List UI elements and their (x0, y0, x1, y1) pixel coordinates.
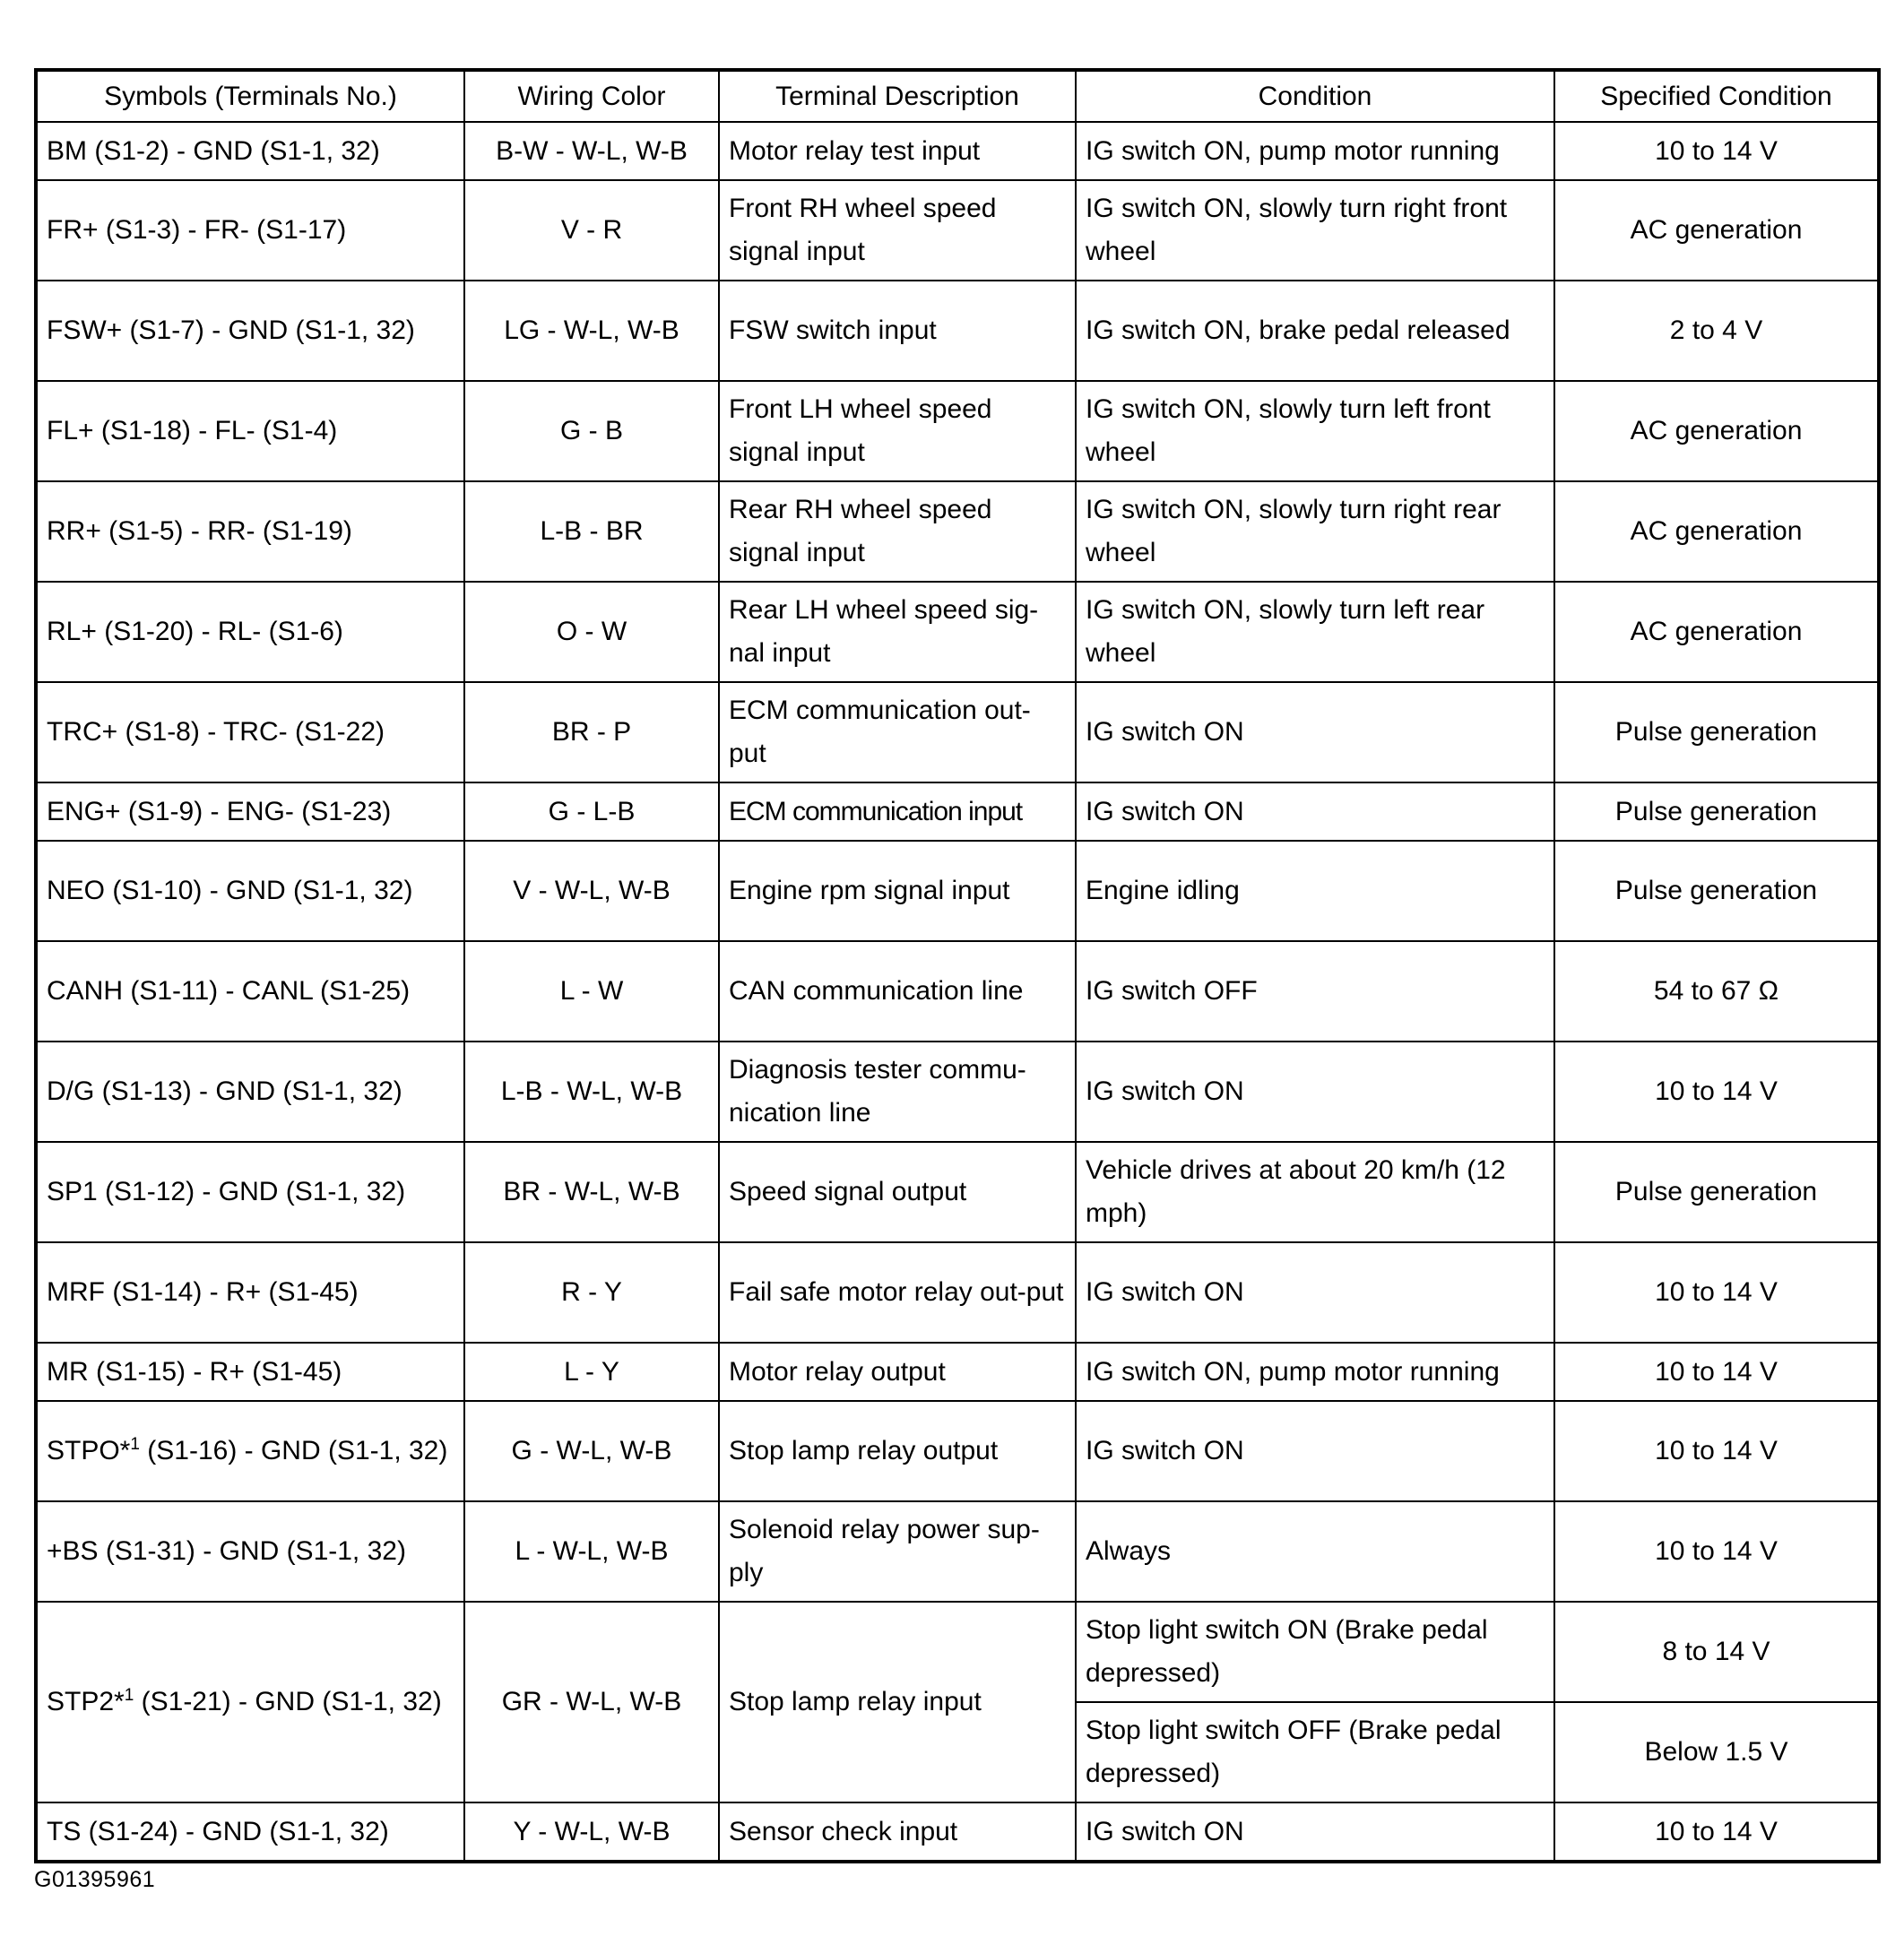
symbol-cell: MRF (S1-14) - R+ (S1-45) (36, 1242, 464, 1343)
wiring-cell: Y - W-L, W-B (464, 1802, 719, 1862)
specified-cell: 10 to 14 V (1554, 1042, 1879, 1142)
condition-cell: IG switch ON, slowly turn right front wheel (1076, 180, 1554, 281)
wiring-cell: BR - W-L, W-B (464, 1142, 719, 1242)
header-wiring-color: Wiring Color (464, 70, 719, 122)
condition-cell: Stop light switch ON (Brake pedal depressed) (1076, 1602, 1554, 1702)
table-row (36, 841, 1879, 941)
wiring-cell: V - R (464, 180, 719, 281)
table-row (36, 381, 1879, 481)
description-cell: Front LH wheel speed signal input (719, 381, 1076, 481)
wiring-cell: GR - W-L, W-B (464, 1602, 719, 1802)
wiring-cell: V - W-L, W-B (464, 841, 719, 941)
symbol-cell (36, 1602, 464, 1802)
condition-cell: IG switch ON (1076, 1401, 1554, 1501)
condition-cell: IG switch ON (1076, 682, 1554, 782)
symbol-cell: +BS (S1-31) - GND (S1-1, 32) (36, 1501, 464, 1602)
symbol-cell: FR+ (S1-3) - FR- (S1-17) (36, 180, 464, 281)
specified-cell: Pulse generation (1554, 682, 1879, 782)
specified-cell: 10 to 14 V (1554, 122, 1879, 180)
description-cell: Solenoid relay power sup-ply (719, 1501, 1076, 1602)
symbol-cell: SP1 (S1-12) - GND (S1-1, 32) (36, 1142, 464, 1242)
condition-cell: IG switch ON, slowly turn right rear wheel (1076, 481, 1554, 582)
symbol-cell: NEO (S1-10) - GND (S1-1, 32) (36, 841, 464, 941)
description-cell: Engine rpm signal input (719, 841, 1076, 941)
symbol-rest: (S1-16) - GND (S1-1, 32) (139, 1436, 448, 1465)
description-cell: Speed signal output (719, 1142, 1076, 1242)
table-row (36, 1802, 1879, 1862)
specified-cell: 10 to 14 V (1554, 1802, 1879, 1862)
table-row (36, 1142, 1879, 1242)
symbol-cell: BM (S1-2) - GND (S1-1, 32) (36, 122, 464, 180)
table-row (36, 1042, 1879, 1142)
condition-cell: Vehicle drives at about 20 km/h (12 mph) (1076, 1142, 1554, 1242)
specified-cell: Below 1.5 V (1554, 1702, 1879, 1802)
table-row (36, 1501, 1879, 1602)
condition-cell: IG switch ON, slowly turn left rear wheel (1076, 582, 1554, 682)
terminal-inspection-table (34, 68, 1881, 1863)
table-row (36, 1343, 1879, 1401)
condition-cell: IG switch ON (1076, 1042, 1554, 1142)
description-cell: Stop lamp relay input (719, 1602, 1076, 1802)
wiring-cell: O - W (464, 582, 719, 682)
wiring-cell: L - Y (464, 1343, 719, 1401)
condition-cell: Engine idling (1076, 841, 1554, 941)
wiring-cell: BR - P (464, 682, 719, 782)
description-cell: Motor relay test input (719, 122, 1076, 180)
description-cell: Motor relay output (719, 1343, 1076, 1401)
specified-cell: 54 to 67 Ω (1554, 941, 1879, 1042)
header-terminal-description: Terminal Description (719, 70, 1076, 122)
condition-cell: Stop light switch OFF (Brake pedal depressed) (1076, 1702, 1554, 1802)
figure-code: G01395961 (34, 1867, 156, 1892)
specified-cell: 10 to 14 V (1554, 1343, 1879, 1401)
description-cell: Front RH wheel speed signal input (719, 180, 1076, 281)
specified-cell: 2 to 4 V (1554, 281, 1879, 381)
condition-cell: IG switch ON, slowly turn left front wheel (1076, 381, 1554, 481)
table-row (36, 281, 1879, 381)
wiring-cell: R - Y (464, 1242, 719, 1343)
footnote-mark: 1 (124, 1686, 134, 1705)
header-specified-condition: Specified Condition (1554, 70, 1879, 122)
specified-cell: Pulse generation (1554, 782, 1879, 841)
specified-cell: 10 to 14 V (1554, 1501, 1879, 1602)
symbol-cell: ENG+ (S1-9) - ENG- (S1-23) (36, 782, 464, 841)
specified-cell: AC generation (1554, 381, 1879, 481)
description-cell: Stop lamp relay output (719, 1401, 1076, 1501)
footnote-mark: 1 (130, 1435, 140, 1454)
wiring-cell: G - B (464, 381, 719, 481)
wiring-cell: G - W-L, W-B (464, 1401, 719, 1501)
specified-cell: 8 to 14 V (1554, 1602, 1879, 1702)
description-cell: Sensor check input (719, 1802, 1076, 1862)
symbol-cell: RR+ (S1-5) - RR- (S1-19) (36, 481, 464, 582)
table-row (36, 582, 1879, 682)
table-row (36, 122, 1879, 180)
condition-cell: Always (1076, 1501, 1554, 1602)
wiring-cell: L - W-L, W-B (464, 1501, 719, 1602)
description-cell: CAN communication line (719, 941, 1076, 1042)
symbol-cell: FSW+ (S1-7) - GND (S1-1, 32) (36, 281, 464, 381)
wiring-cell: L-B - W-L, W-B (464, 1042, 719, 1142)
condition-cell: IG switch ON, brake pedal released (1076, 281, 1554, 381)
condition-cell: IG switch ON (1076, 1802, 1554, 1862)
table-row (36, 1602, 1879, 1702)
header-condition: Condition (1076, 70, 1554, 122)
description-cell: Fail safe motor relay out-put (719, 1242, 1076, 1343)
specified-cell: AC generation (1554, 582, 1879, 682)
description-cell: Rear RH wheel speed signal input (719, 481, 1076, 582)
table-row (36, 782, 1879, 841)
description-cell: FSW switch input (719, 281, 1076, 381)
symbol-cell: MR (S1-15) - R+ (S1-45) (36, 1343, 464, 1401)
specified-cell: AC generation (1554, 180, 1879, 281)
condition-cell: IG switch OFF (1076, 941, 1554, 1042)
symbol-cell: RL+ (S1-20) - RL- (S1-6) (36, 582, 464, 682)
symbol-cell (36, 1401, 464, 1501)
condition-cell: IG switch ON, pump motor running (1076, 1343, 1554, 1401)
specified-cell: AC generation (1554, 481, 1879, 582)
symbol-cell: D/G (S1-13) - GND (S1-1, 32) (36, 1042, 464, 1142)
symbol-main: STPO* (47, 1436, 131, 1465)
wiring-cell: G - L-B (464, 782, 719, 841)
wiring-cell: L - W (464, 941, 719, 1042)
condition-cell: IG switch ON (1076, 1242, 1554, 1343)
description-cell: ECM communication out-put (719, 682, 1076, 782)
specified-cell: Pulse generation (1554, 1142, 1879, 1242)
table-row (36, 1401, 1879, 1501)
table-row (36, 1242, 1879, 1343)
specified-cell: Pulse generation (1554, 841, 1879, 941)
condition-cell: IG switch ON, pump motor running (1076, 122, 1554, 180)
symbol-cell: TS (S1-24) - GND (S1-1, 32) (36, 1802, 464, 1862)
symbol-cell: CANH (S1-11) - CANL (S1-25) (36, 941, 464, 1042)
description-cell: ECM communication input (719, 782, 1076, 841)
specified-cell: 10 to 14 V (1554, 1242, 1879, 1343)
table-row (36, 682, 1879, 782)
table-row (36, 941, 1879, 1042)
symbol-rest: (S1-21) - GND (S1-1, 32) (134, 1687, 442, 1716)
table-header-row (36, 70, 1879, 122)
symbol-cell: FL+ (S1-18) - FL- (S1-4) (36, 381, 464, 481)
table-row (36, 180, 1879, 281)
symbol-cell: TRC+ (S1-8) - TRC- (S1-22) (36, 682, 464, 782)
wiring-cell: B-W - W-L, W-B (464, 122, 719, 180)
condition-cell: IG switch ON (1076, 782, 1554, 841)
description-cell: Diagnosis tester commu-nication line (719, 1042, 1076, 1142)
table-row (36, 481, 1879, 582)
specified-cell: 10 to 14 V (1554, 1401, 1879, 1501)
wiring-cell: LG - W-L, W-B (464, 281, 719, 381)
description-cell: Rear LH wheel speed sig-nal input (719, 582, 1076, 682)
wiring-cell: L-B - BR (464, 481, 719, 582)
symbol-main: STP2* (47, 1687, 125, 1716)
header-symbols: Symbols (Terminals No.) (36, 70, 464, 122)
